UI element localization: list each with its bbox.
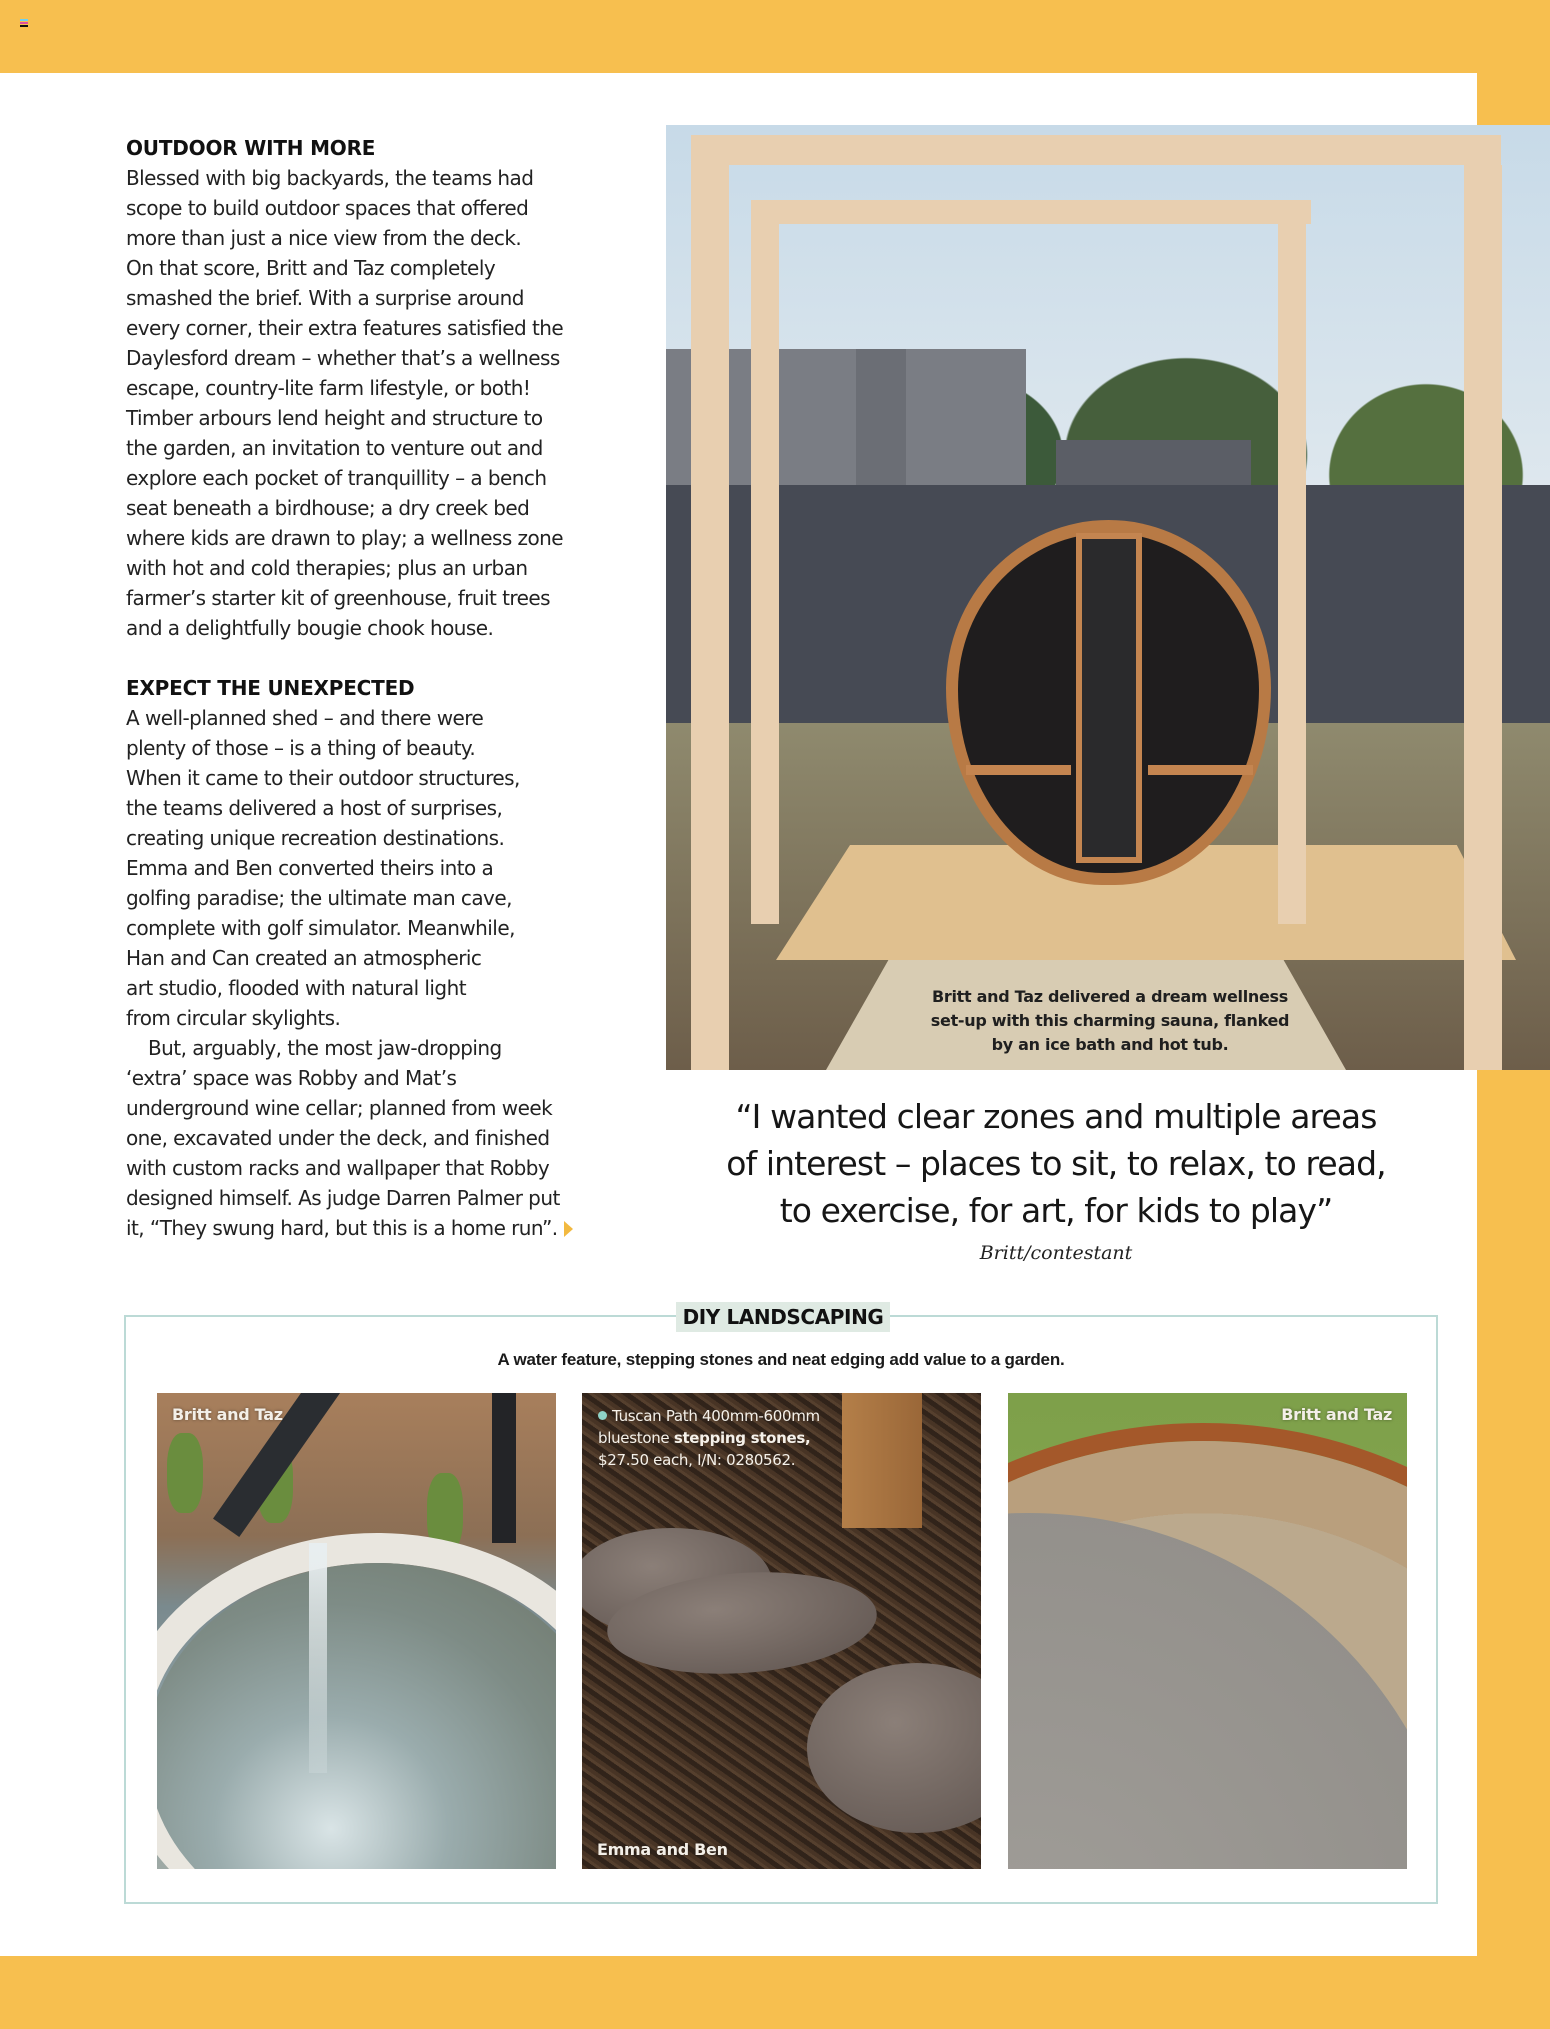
body-line: Emma and Ben converted theirs into a xyxy=(126,856,494,880)
body-line: When it came to their outdoor structures, xyxy=(126,766,520,790)
diy-subtitle: A water feature, stepping stones and neat edging add value to a garden. xyxy=(497,1350,1065,1369)
body-line-last xyxy=(126,1213,626,1243)
body-line: the teams delivered a host of surprises, xyxy=(126,796,503,820)
quote-line: to exercise, for art, for kids to play” xyxy=(779,1191,1333,1230)
body-line: creating unique recreation destinations. xyxy=(126,826,505,850)
body-line: explore each pocket of tranquillity – a bench xyxy=(126,466,547,490)
body-line: golfing paradise; the ultimate man cave, xyxy=(126,886,512,910)
pull-quote-text xyxy=(686,1093,1426,1234)
body-line: Blessed with big backyards, the teams had xyxy=(126,166,534,190)
product-price: $27.50 each, I/N: 0280562. xyxy=(598,1451,796,1469)
section-body-unexpected xyxy=(126,703,626,1033)
product-type: stepping stones, xyxy=(673,1429,811,1447)
body-line-text: it, “They swung hard, but this is a home run”. xyxy=(126,1216,558,1240)
body-line: from circular skylights. xyxy=(126,1006,341,1030)
body-line: escape, country-lite farm lifestyle, or both! xyxy=(126,376,531,400)
body-line: plenty of those – is a thing of beauty. xyxy=(126,736,476,760)
body-line: Daylesford dream – whether that’s a wellness xyxy=(126,346,560,370)
section-body-unexpected-para2 xyxy=(126,1033,626,1243)
body-line: with hot and cold therapies; plus an urban xyxy=(126,556,528,580)
quote-line: of interest – places to sit, to relax, to read, xyxy=(726,1144,1386,1183)
triangle-end-mark-icon xyxy=(564,1221,573,1237)
photo-garden-edging xyxy=(1008,1393,1407,1869)
bullet-dot-icon xyxy=(598,1411,607,1420)
section-body-outdoor xyxy=(126,163,626,643)
body-line: and a delightfully bougie chook house. xyxy=(126,616,494,640)
product-name: Tuscan Path 400mm-600mm xyxy=(612,1407,820,1425)
diy-landscaping-label: DIY LANDSCAPING xyxy=(676,1302,890,1332)
body-line: A well-planned shed – and there were xyxy=(126,706,484,730)
photo-stepping-stones xyxy=(582,1393,981,1869)
caption-line: set-up with this charming sauna, flanked xyxy=(930,1011,1290,1030)
quote-line: “I wanted clear zones and multiple areas xyxy=(735,1097,1377,1136)
pull-quote xyxy=(686,1093,1426,1264)
body-line: ‘extra’ space was Robby and Mat’s xyxy=(126,1066,457,1090)
body-line: complete with golf simulator. Meanwhile, xyxy=(126,916,515,940)
body-line: On that score, Britt and Taz completely xyxy=(126,256,496,280)
product-callout xyxy=(598,1405,878,1471)
body-line: smashed the brief. With a surprise around xyxy=(126,286,524,310)
section-heading-outdoor: OUTDOOR WITH MORE xyxy=(126,136,376,160)
body-line: one, excavated under the deck, and finished xyxy=(126,1126,550,1150)
body-line: the garden, an invitation to venture out and xyxy=(126,436,543,460)
body-line: But, arguably, the most jaw-dropping xyxy=(148,1036,502,1060)
article-column xyxy=(126,133,626,1243)
body-line: more than just a nice view from the deck. xyxy=(126,226,522,250)
hero-photo-sauna xyxy=(666,125,1550,1070)
body-line: art studio, flooded with natural light xyxy=(126,976,466,1000)
section-heading-unexpected: EXPECT THE UNEXPECTED xyxy=(126,676,415,700)
body-line: with custom racks and wallpaper that Robby xyxy=(126,1156,550,1180)
hero-caption xyxy=(905,985,1315,1057)
photo-water-feature xyxy=(157,1393,556,1869)
caption-line: by an ice bath and hot tub. xyxy=(991,1035,1229,1054)
cmyk-color-bar-icon xyxy=(20,19,28,29)
body-line: seat beneath a birdhouse; a dry creek bed xyxy=(126,496,530,520)
body-line: Han and Can created an atmospheric xyxy=(126,946,482,970)
photo-credit: Britt and Taz xyxy=(1281,1405,1392,1424)
photo-credit: Emma and Ben xyxy=(597,1840,728,1859)
body-line: farmer’s starter kit of greenhouse, fruit trees xyxy=(126,586,551,610)
quote-attribution: Britt/contestant xyxy=(979,1242,1133,1264)
body-line: every corner, their extra features satisfied the xyxy=(126,316,564,340)
caption-line: Britt and Taz delivered a dream wellness xyxy=(932,987,1288,1006)
body-line: scope to build outdoor spaces that offered xyxy=(126,196,529,220)
product-material: bluestone xyxy=(598,1429,674,1447)
body-line: designed himself. As judge Darren Palmer put xyxy=(126,1186,560,1210)
body-line: where kids are drawn to play; a wellness zone xyxy=(126,526,564,550)
photo-credit: Britt and Taz xyxy=(172,1405,283,1424)
body-line: underground wine cellar; planned from week xyxy=(126,1096,553,1120)
body-line: Timber arbours lend height and structure to xyxy=(126,406,543,430)
